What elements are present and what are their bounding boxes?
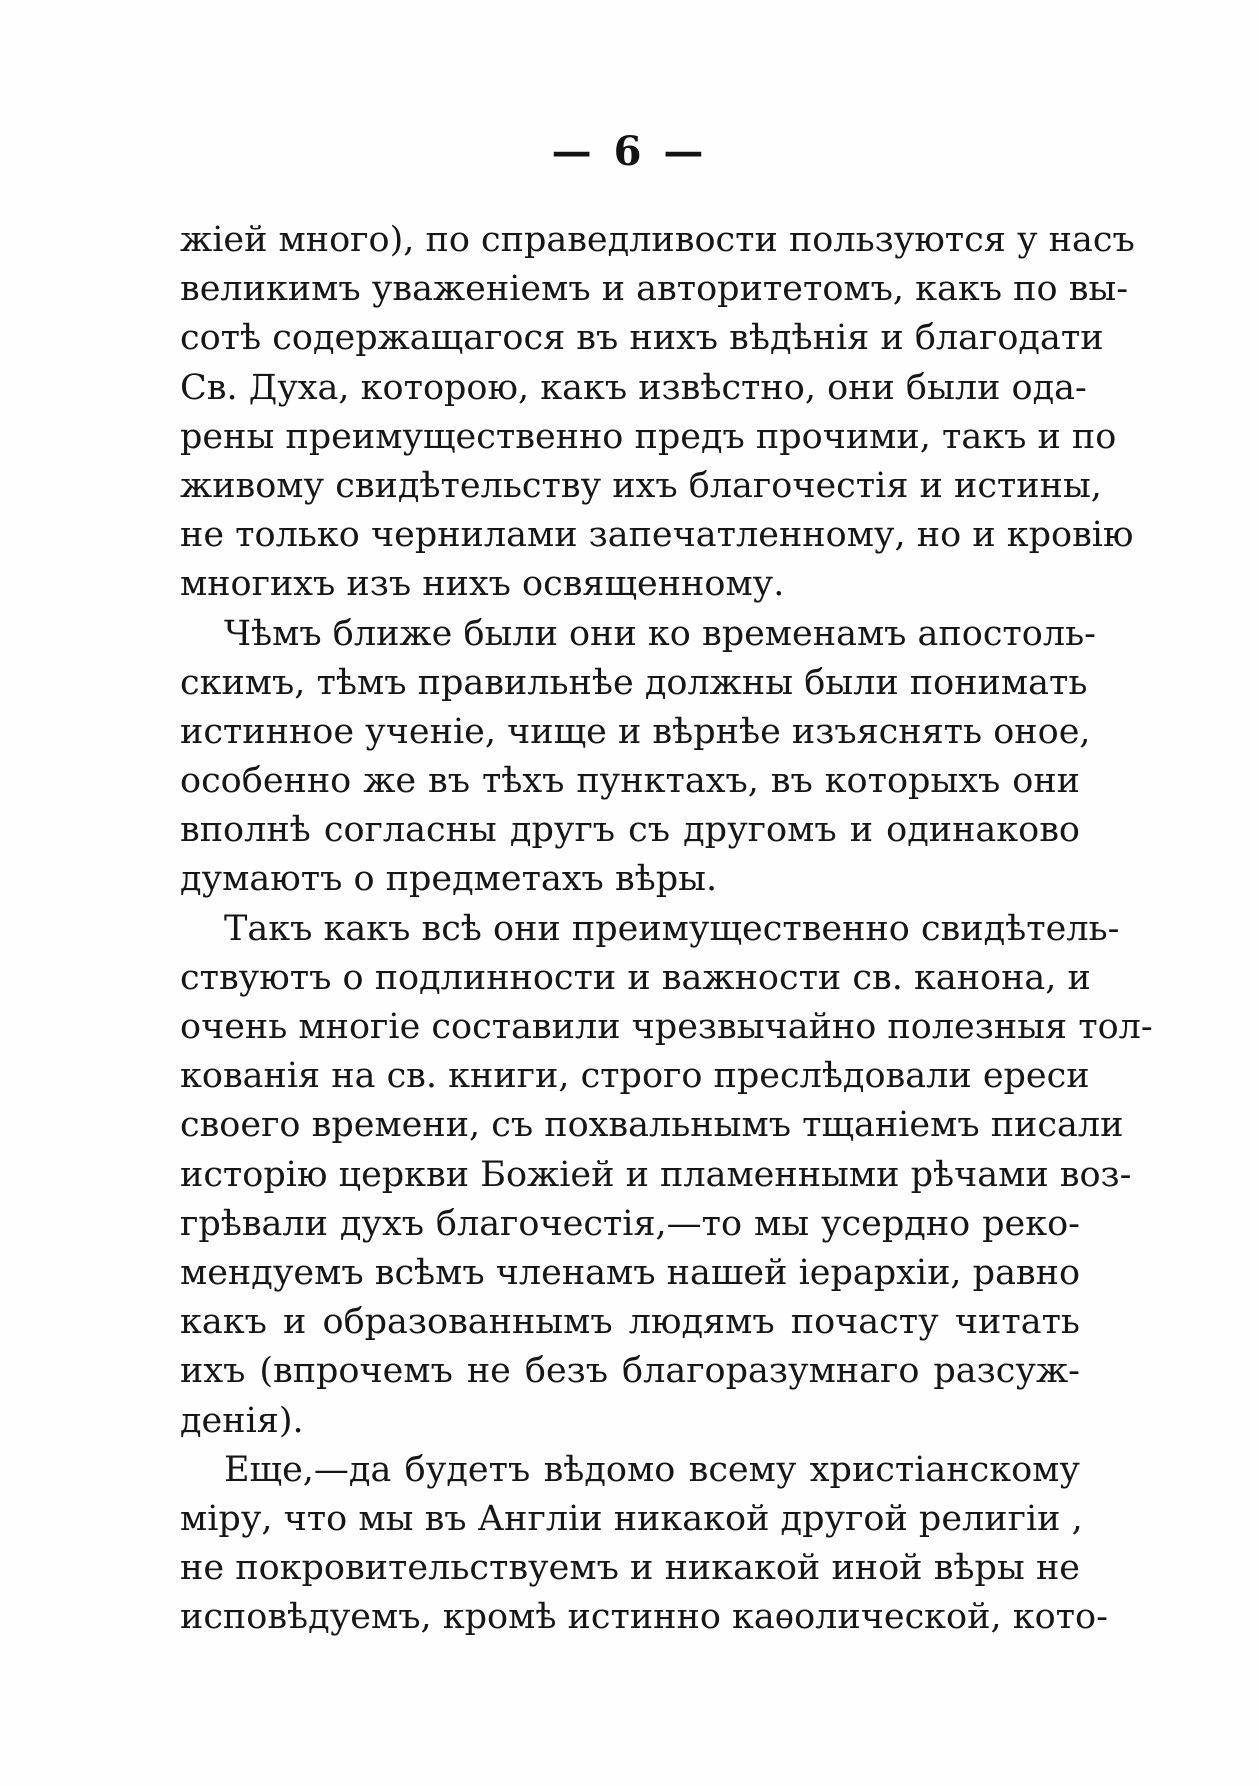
body-text bbox=[180, 216, 1153, 1642]
text-line: очень многіе составили чрезвычайно полезныя тол- bbox=[180, 1007, 1153, 1047]
text-line: истинное ученіе, чище и вѣрнѣе изъяснять оное, bbox=[180, 711, 1091, 752]
page-number: — 6 — bbox=[551, 128, 708, 175]
text-line: мендуемъ всѣмъ членамъ нашей іерархіи, равно bbox=[180, 1252, 1081, 1293]
text-line: сотѣ содержащагося въ нихъ вѣдѣнія и благодати bbox=[180, 318, 1104, 359]
text-line: своего времени, съ похвальнымъ тщаніемъ писали bbox=[180, 1105, 1124, 1146]
text-line: Еще,—да будетъ вѣдомо всему христіанскому bbox=[224, 1449, 1080, 1490]
text-line: какъ и образованнымъ людямъ почасту читать bbox=[180, 1302, 1080, 1343]
text-line: кованія на св. книги, строго преслѣдовали ереси bbox=[180, 1056, 1090, 1097]
text-line: исповѣдуемъ, кромѣ истинно каѳолической, кото- bbox=[180, 1597, 1108, 1638]
text-line: міру, что мы въ Англіи никакой другой религіи , bbox=[180, 1498, 1083, 1539]
text-line: скимъ, тѣмъ правильнѣе должны были понимать bbox=[180, 662, 1088, 703]
text-line: Чѣмъ ближе были они ко временамъ апостоль- bbox=[224, 613, 1096, 654]
text-line: живому свидѣтельству ихъ благочестія и истины, bbox=[180, 465, 1102, 506]
text-line: денія). bbox=[180, 1400, 304, 1441]
text-line: жіей много), по справедливости пользуются у насъ bbox=[180, 220, 1135, 260]
text-line: рены преимущественно предъ прочими, такъ и по bbox=[180, 416, 1117, 457]
text-line: исторію церкви Божіей и пламенными рѣчами воз- bbox=[180, 1154, 1132, 1195]
text-line: не только чернилами запечатленному, но и кровію bbox=[180, 515, 1134, 556]
text-line: не покровительствуемъ и никакой иной вѣры не bbox=[180, 1548, 1080, 1589]
paragraph bbox=[180, 610, 1096, 905]
text-line: особенно же въ тѣхъ пунктахъ, въ которыхъ они bbox=[180, 761, 1080, 802]
text-line: ствуютъ о подлинности и важности св. канона, и bbox=[180, 957, 1091, 998]
text-line: Такъ какъ всѣ они преимущественно свидѣтель- bbox=[224, 908, 1120, 949]
text-line: великимъ уваженіемъ и авторитетомъ, какъ по вы- bbox=[180, 269, 1129, 310]
text-line: грѣвали духъ благочестія,—то мы усердно реко- bbox=[180, 1203, 1080, 1244]
text-line: многихъ изъ нихъ освященному. bbox=[180, 564, 785, 605]
text-line: Св. Духа, которою, какъ извѣстно, они были ода- bbox=[180, 367, 1087, 408]
text-line: думаютъ о предметахъ вѣры. bbox=[180, 859, 718, 900]
text-line: вполнѣ согласны другъ съ другомъ и одинаково bbox=[180, 810, 1080, 851]
paragraph bbox=[180, 1446, 1108, 1643]
paragraph bbox=[180, 905, 1153, 1446]
paragraph bbox=[180, 216, 1135, 610]
text-line: ихъ (впрочемъ не безъ благоразумнаго разсуж- bbox=[180, 1351, 1080, 1392]
